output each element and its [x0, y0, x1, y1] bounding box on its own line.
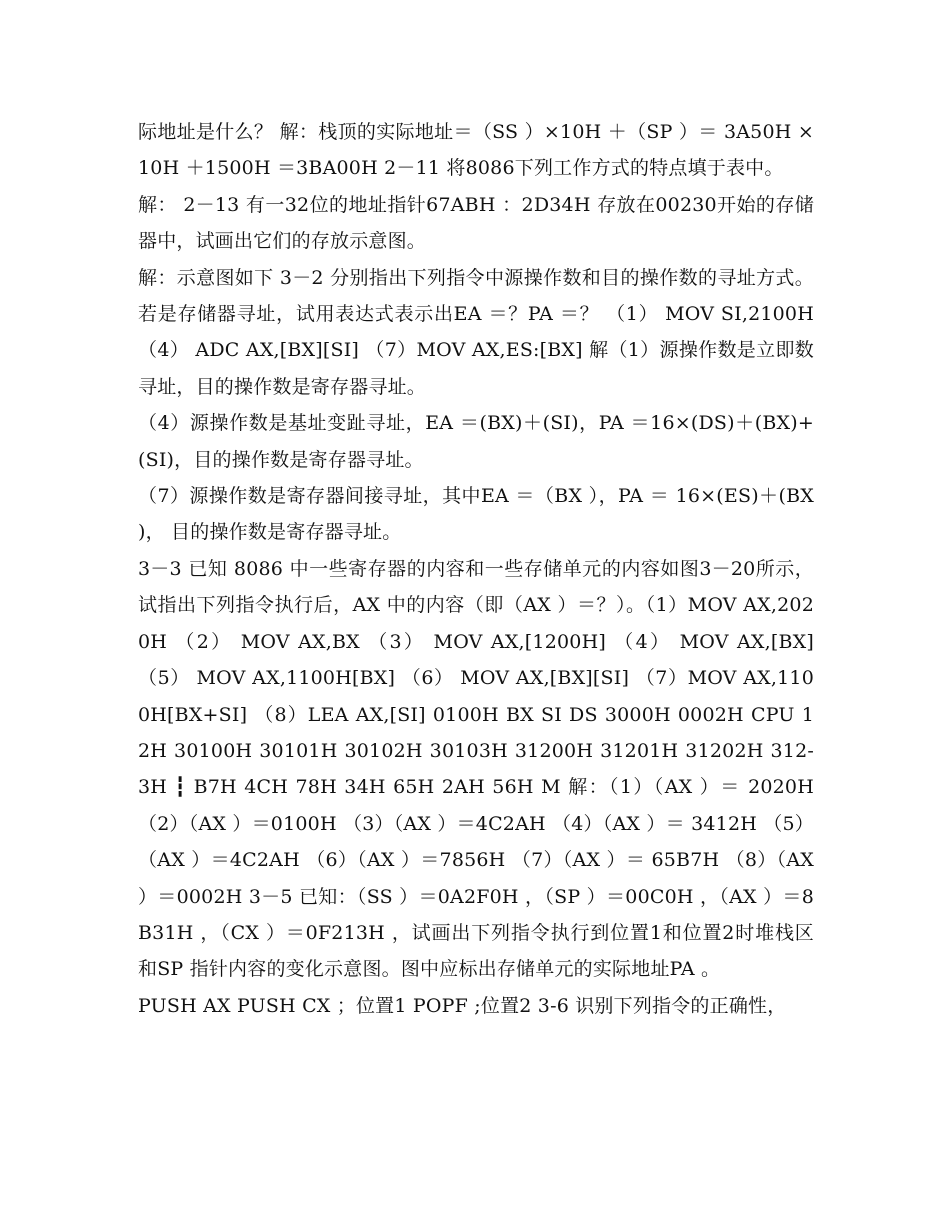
paragraph: 解：示意图如下 3－2 分别指出下列指令中源操作数和目的操作数的寻址方式。若是存储器寻址，试用表达式表示出EA ＝？PA ＝？ （1） MOV SI,2100H （4） ADC AX,[BX][SI] （7）MOV AX,ES:[BX] 解（1）源操作数是立即数寻址，目的操作数是寄存器寻址。: [138, 266, 814, 398]
paragraph: 际地址是什么？ 解：栈顶的实际地址＝（SS ）×10H ＋（SP ）＝ 3A50H ×10H ＋1500H ＝3BA00H 2－11 将8086下列工作方式的特点填于表中。: [138, 121, 814, 180]
paragraph: 3－3 已知 8086 中一些寄存器的内容和一些存储单元的内容如图3－20所示，试指出下列指令执行后，AX 中的内容（即（AX ）＝？）。（1）MOV AX,2020H （2） MOV AX,BX （3） MOV AX,[1200H] （4） MOV AX,[BX] （5） MOV AX,1100H[BX] （6） MOV AX,[BX][SI] （7）MOV AX,1100H[BX+SI] （8）LEA AX,[SI] 0100H BX SI DS 3000H 0002H CPU 12H 30100H 30101H 30102H 30103H 31200H 31201H 31202H 312-3H ┇ B7H 4CH 78H 34H 65H 2AH 56H M 解：（1）（AX ）＝ 2020H （2）（AX ）＝0100H （3）（AX ）＝4C2AH （4）（AX ）＝ 3412H （5）（AX ）＝4C2AH （6）（AX ）＝7856H （7）（AX ）＝ 65B7H （8）（AX ）＝0002H 3－5 已知：（SS ）＝0A2F0H ，（SP ）＝00C0H ，（AX ）＝8B31H ，（CX ）＝0F213H ，试画出下列指令执行到位置1和位置2时堆栈区和SP 指针内容的变化示意图。图中应标出存储单元的实际地址PA 。: [138, 557, 814, 981]
paragraph: （7）源操作数是寄存器间接寻址，其中EA ＝（BX ），PA ＝ 16×(ES)＋(BX )， 目的操作数是寄存器寻址。: [138, 485, 814, 544]
paragraph: PUSH AX PUSH CX ；位置1 POPF ;位置2 3-6 识别下列指令的正确性，: [138, 994, 787, 1017]
paragraph: （4）源操作数是基址变趾寻址，EA ＝(BX)＋(SI)，PA ＝16×(DS)＋(BX)+(SI)，目的操作数是寄存器寻址。: [138, 412, 814, 471]
paragraph: 解： 2－13 有一32位的地址指针67ABH ：2D34H 存放在00230开始的存储器中，试画出它们的存放示意图。: [138, 193, 814, 253]
document-body: [138, 114, 814, 1024]
